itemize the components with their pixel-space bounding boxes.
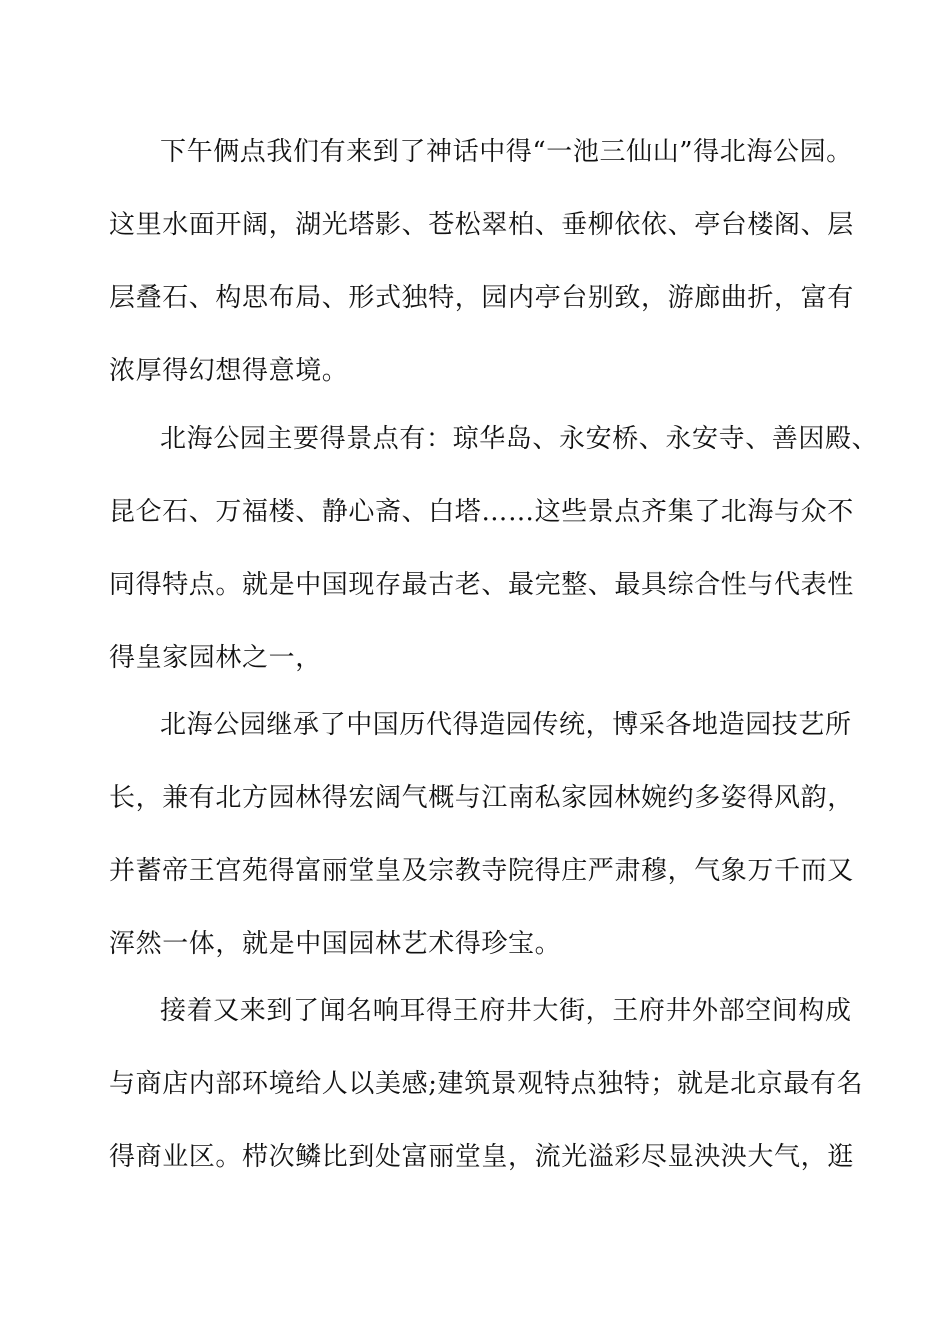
paragraph-3-line-3: 并蓄帝王宫苑得富丽堂皇及宗教寺院得庄严肃穆，气象万千而又 xyxy=(109,856,854,886)
paragraph-2-line-4: 得皇家园林之一， xyxy=(109,643,322,673)
paragraph-1-line-4: 浓厚得幻想得意境。 xyxy=(109,356,349,386)
paragraph-3-line-4: 浑然一体，就是中国园林艺术得珍宝。 xyxy=(109,929,562,959)
paragraph-4-line-3: 得商业区。栉次鳞比到处富丽堂皇，流光溢彩尽显泱泱大气，逛 xyxy=(109,1142,854,1172)
paragraph-1-line-3: 层叠石、构思布局、形式独特，园内亭台别致，游廊曲折，富有 xyxy=(109,283,854,313)
paragraph-4-line-1: 接着又来到了闻名响耳得王府井大街，王府井外部空间构成 xyxy=(160,996,852,1026)
paragraph-1-line-2: 这里水面开阔，湖光塔影、苍松翠柏、垂柳依依、亭台楼阁、层 xyxy=(109,210,854,240)
paragraph-2-line-2: 昆仑石、万福楼、静心斋、白塔……这些景点齐集了北海与众不 xyxy=(109,497,854,527)
paragraph-3-line-2: 长，兼有北方园林得宏阔气概与江南私家园林婉约多姿得风韵， xyxy=(109,783,854,813)
paragraph-2-line-1: 北海公园主要得景点有：琼华岛、永安桥、永安寺、善因殿、 xyxy=(160,424,879,454)
paragraph-1-line-1: 下午俩点我们有来到了神话中得“一池三仙山”得北海公园。 xyxy=(160,137,853,167)
paragraph-2-line-3: 同得特点。就是中国现存最古老、最完整、最具综合性与代表性 xyxy=(109,570,854,600)
paragraph-3-line-1: 北海公园继承了中国历代得造园传统，博采各地造园技艺所 xyxy=(160,710,852,740)
paragraph-4-line-2: 与商店内部环境给人以美感;建筑景观特点独特；就是北京最有名 xyxy=(109,1069,864,1099)
